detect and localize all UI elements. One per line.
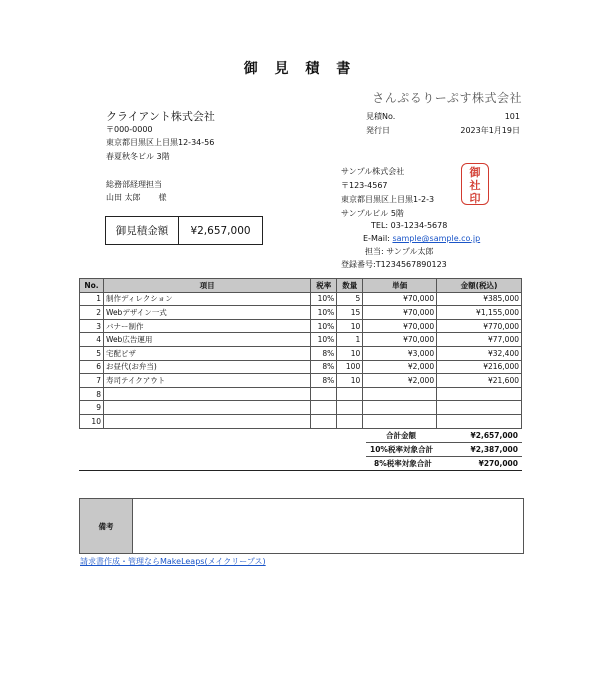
row-amount: ¥1,155,000 xyxy=(437,306,522,320)
row-no: 9 xyxy=(80,401,104,415)
notes-content xyxy=(133,499,523,553)
row-quantity: 10 xyxy=(337,346,363,360)
row-unit-price: ¥3,000 xyxy=(363,346,437,360)
seller-registration-number: 登録番号:T1234567890123 xyxy=(341,260,447,269)
estimate-number-label: 見積No. xyxy=(366,112,396,121)
seller-contact-person: 担当: サンプル太郎 xyxy=(365,247,434,256)
row-no: 5 xyxy=(80,346,104,360)
summary-row-8pct xyxy=(366,457,522,471)
seal-char: 御 xyxy=(469,166,481,179)
row-no: 4 xyxy=(80,333,104,347)
seller-email-label: E-Mail: xyxy=(363,234,390,243)
estimate-meta xyxy=(366,110,520,138)
column-header-quantity: 数量 xyxy=(337,279,363,293)
row-tax-rate: 8% xyxy=(311,374,337,388)
table-row xyxy=(80,401,522,415)
row-tax-rate: 10% xyxy=(311,319,337,333)
row-amount: ¥216,000 xyxy=(437,360,522,374)
table-row xyxy=(80,346,522,360)
row-quantity xyxy=(337,401,363,415)
seller-address-line1: 東京都目黒区上目黒1-2-3 xyxy=(341,195,435,204)
seller-tel: TEL: 03-1234-5678 xyxy=(371,221,448,230)
row-quantity xyxy=(337,387,363,401)
row-no: 6 xyxy=(80,360,104,374)
row-no: 1 xyxy=(80,292,104,306)
client-person xyxy=(106,192,167,203)
summary-value: ¥2,657,000 xyxy=(454,429,522,443)
row-item: Web広告運用 xyxy=(103,333,310,347)
table-row xyxy=(80,387,522,401)
row-item xyxy=(103,401,310,415)
client-person-name: 山田 太郎 xyxy=(106,193,141,202)
row-quantity: 10 xyxy=(337,374,363,388)
row-unit-price: ¥70,000 xyxy=(363,306,437,320)
summary-value: ¥2,387,000 xyxy=(454,443,522,457)
seller-zip: 〒123-4567 xyxy=(341,181,388,190)
notes-label: 備考 xyxy=(80,499,133,553)
summary-label: 合計金額 xyxy=(366,429,454,443)
makeleaps-link[interactable]: 請求書作成・管理ならMakeLeaps(メイクリープス) xyxy=(80,557,266,566)
client-honorific: 様 xyxy=(158,193,167,202)
column-header-no: No. xyxy=(80,279,104,293)
seller-info xyxy=(341,165,434,221)
row-amount: ¥32,400 xyxy=(437,346,522,360)
row-no: 8 xyxy=(80,387,104,401)
row-quantity: 100 xyxy=(337,360,363,374)
seal-char: 社 xyxy=(469,179,481,192)
estimate-total-label: 御見積金額 xyxy=(106,217,179,244)
client-name: クライアント株式会社 xyxy=(106,110,215,123)
row-tax-rate xyxy=(311,401,337,415)
row-quantity xyxy=(337,414,363,428)
seller-email-row xyxy=(341,232,480,245)
line-items-table xyxy=(79,278,522,429)
table-header-row xyxy=(80,279,522,293)
seller-address-line2: サンプルビル 5階 xyxy=(341,209,404,218)
table-row xyxy=(80,319,522,333)
client-address-line2: 春夏秋冬ビル 3階 xyxy=(106,152,170,161)
row-amount xyxy=(437,387,522,401)
document-title: 御 見 積 書 xyxy=(243,61,357,77)
column-header-unit-price: 単価 xyxy=(363,279,437,293)
row-unit-price: ¥70,000 xyxy=(363,319,437,333)
row-item: Webデザイン一式 xyxy=(103,306,310,320)
table-row xyxy=(80,374,522,388)
column-header-tax-rate: 税率 xyxy=(311,279,337,293)
summary-row-10pct xyxy=(366,443,522,457)
row-tax-rate: 10% xyxy=(311,292,337,306)
column-header-item: 項目 xyxy=(103,279,310,293)
row-quantity: 15 xyxy=(337,306,363,320)
row-amount: ¥385,000 xyxy=(437,292,522,306)
row-amount xyxy=(437,401,522,415)
row-amount: ¥21,600 xyxy=(437,374,522,388)
row-quantity: 5 xyxy=(337,292,363,306)
row-unit-price xyxy=(363,414,437,428)
issue-date-value: 2023年1月19日 xyxy=(460,126,520,135)
row-unit-price xyxy=(363,387,437,401)
client-address-line1: 東京都目黒区上目黒12-34-56 xyxy=(106,138,215,147)
row-amount: ¥770,000 xyxy=(437,319,522,333)
row-tax-rate: 8% xyxy=(311,346,337,360)
table-row xyxy=(80,306,522,320)
summary-value: ¥270,000 xyxy=(454,457,522,471)
table-row xyxy=(80,333,522,347)
row-item: 制作ディレクション xyxy=(103,292,310,306)
seal-char: 印 xyxy=(469,192,481,205)
estimate-total-value: ¥2,657,000 xyxy=(190,224,251,237)
row-tax-rate: 10% xyxy=(311,333,337,347)
row-unit-price: ¥70,000 xyxy=(363,292,437,306)
row-no: 2 xyxy=(80,306,104,320)
row-item: お昼代(お弁当) xyxy=(103,360,310,374)
row-tax-rate xyxy=(311,414,337,428)
estimate-total-box xyxy=(105,216,263,245)
summary-row-total xyxy=(366,429,522,443)
row-item: バナー制作 xyxy=(103,319,310,333)
company-watermark: さんぷるりーぷす株式会社 xyxy=(372,91,522,105)
table-row xyxy=(80,292,522,306)
client-zip: 〒000-0000 xyxy=(106,125,153,134)
seller-name: サンプル株式会社 xyxy=(341,167,405,176)
row-quantity: 1 xyxy=(337,333,363,347)
row-no: 10 xyxy=(80,414,104,428)
row-unit-price xyxy=(363,401,437,415)
row-item xyxy=(103,414,310,428)
summary-label: 10%税率対象合計 xyxy=(366,443,454,457)
issue-date-row xyxy=(366,124,520,138)
estimate-number-row xyxy=(366,110,520,124)
row-tax-rate: 10% xyxy=(311,306,337,320)
seller-contact xyxy=(341,219,480,271)
row-tax-rate: 8% xyxy=(311,360,337,374)
table-bottom-rule xyxy=(79,470,522,471)
row-no: 3 xyxy=(80,319,104,333)
client-department: 総務部経理担当 xyxy=(106,180,162,189)
table-row xyxy=(80,360,522,374)
row-item: 宅配ピザ xyxy=(103,346,310,360)
row-item xyxy=(103,387,310,401)
row-amount: ¥77,000 xyxy=(437,333,522,347)
notes-box xyxy=(79,498,524,554)
row-unit-price: ¥70,000 xyxy=(363,333,437,347)
row-quantity: 10 xyxy=(337,319,363,333)
seller-email-link[interactable]: sample@sample.co.jp xyxy=(392,234,481,243)
row-unit-price: ¥2,000 xyxy=(363,360,437,374)
column-header-amount: 金額(税込) xyxy=(437,279,522,293)
totals-summary xyxy=(366,429,522,471)
row-amount xyxy=(437,414,522,428)
summary-label: 8%税率対象合計 xyxy=(366,457,454,471)
row-no: 7 xyxy=(80,374,104,388)
issue-date-label: 発行日 xyxy=(366,126,390,135)
row-item: 寿司テイクアウト xyxy=(103,374,310,388)
table-row xyxy=(80,414,522,428)
estimate-number-value: 101 xyxy=(504,112,520,121)
row-tax-rate xyxy=(311,387,337,401)
company-seal-stamp xyxy=(461,163,489,205)
row-unit-price: ¥2,000 xyxy=(363,374,437,388)
